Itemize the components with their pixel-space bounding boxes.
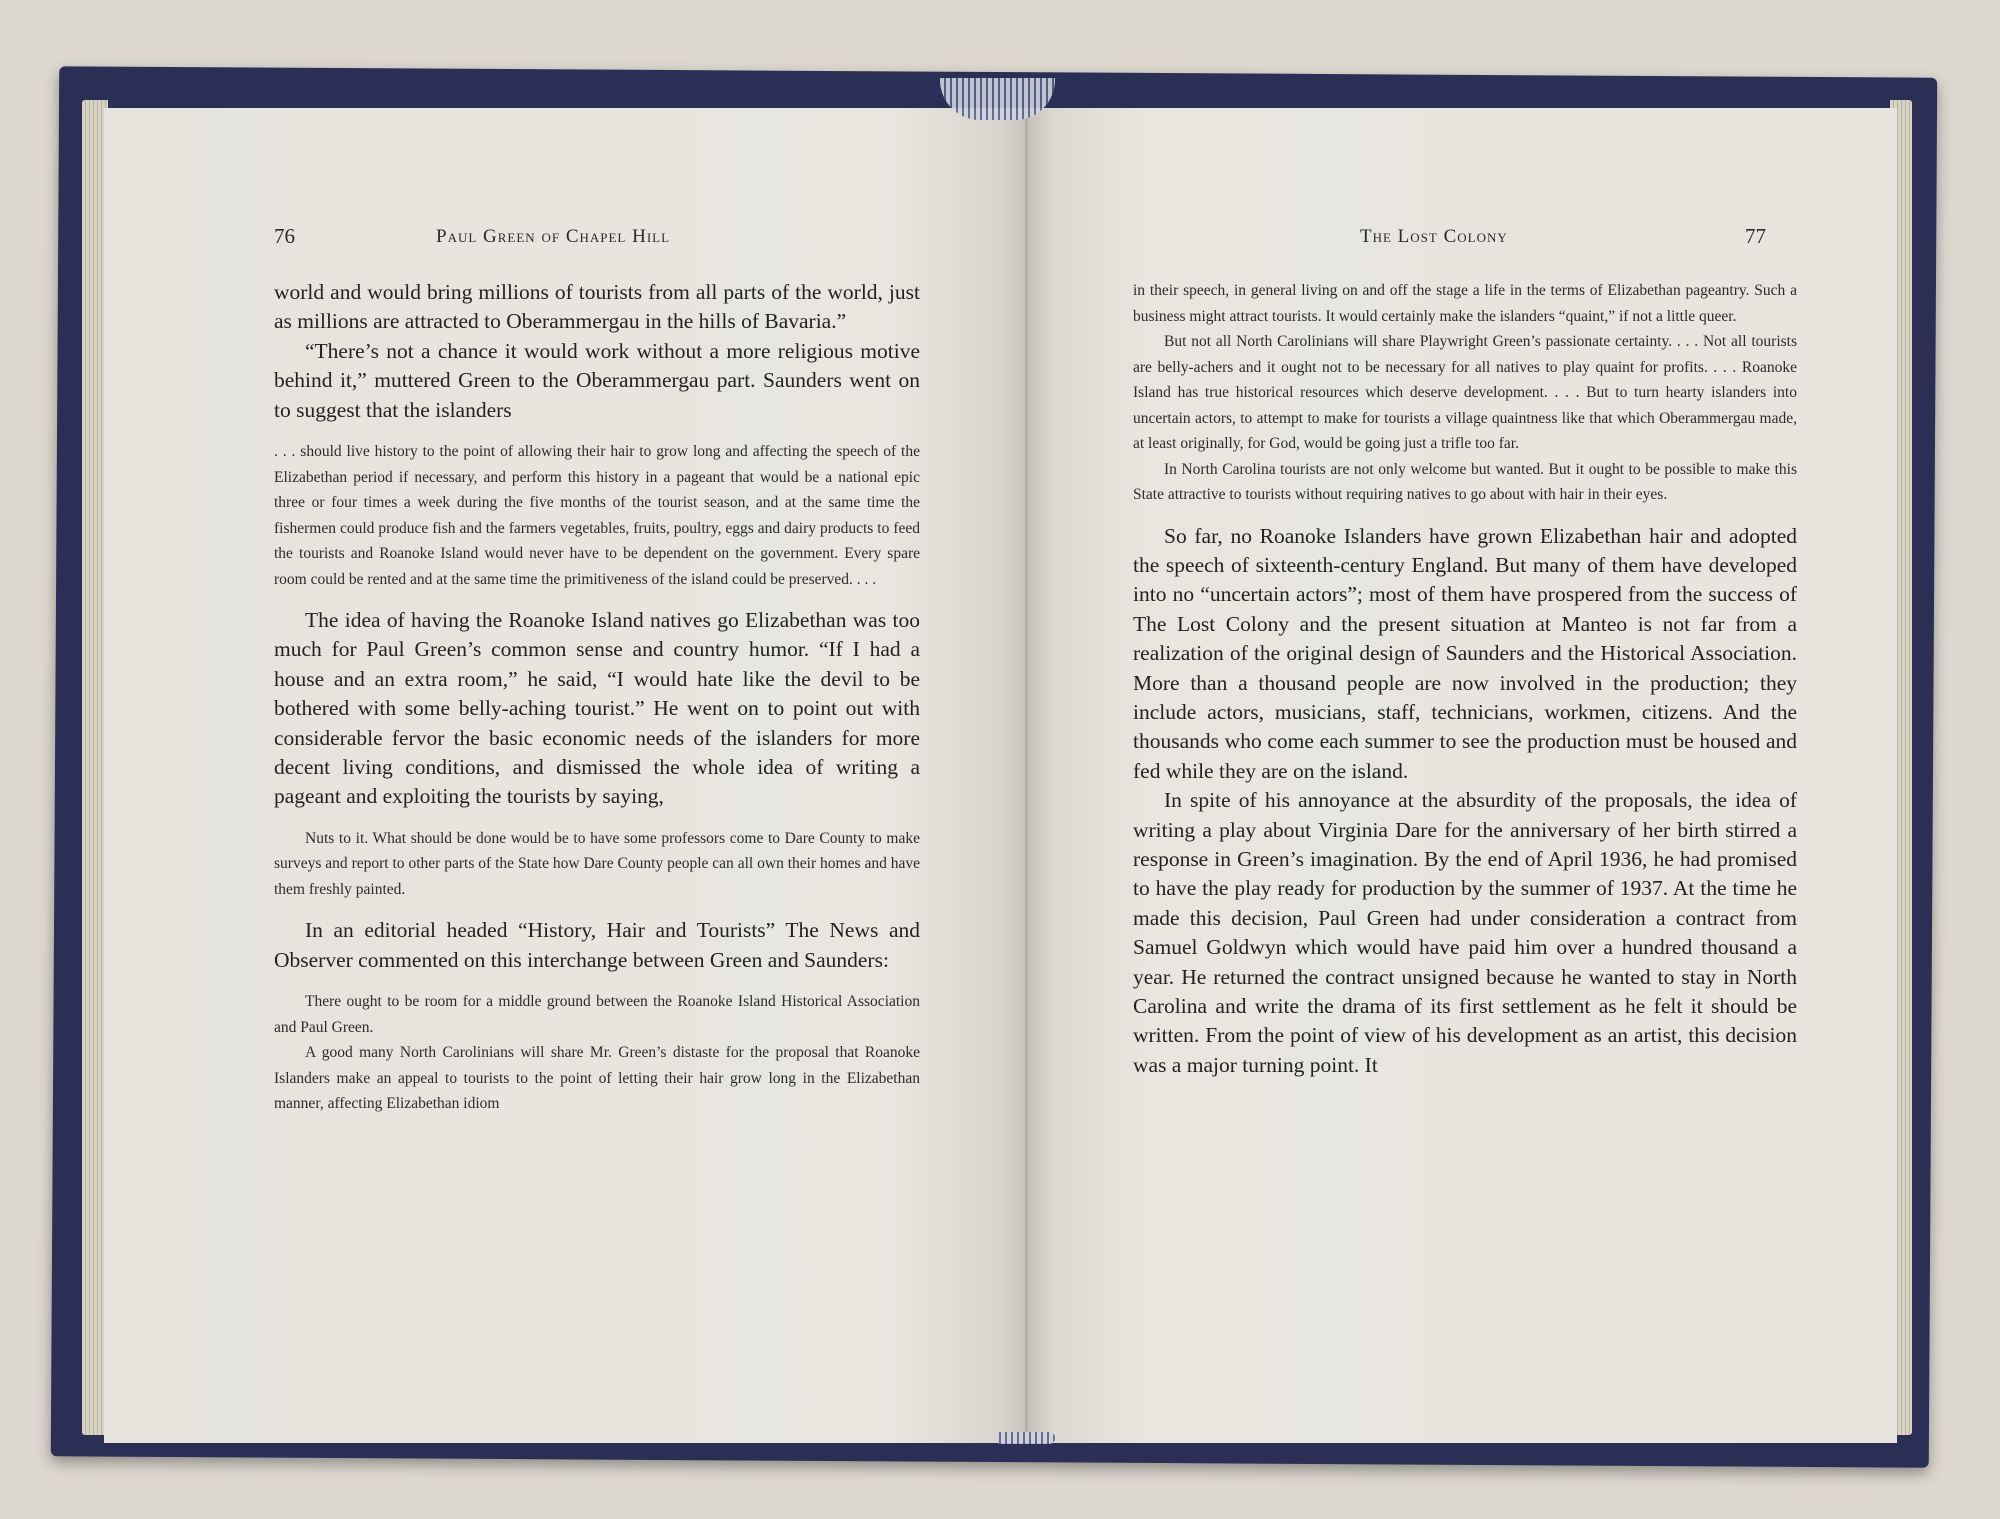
block-quote: in their speech, in general living on and off the stage a life in the terms of Elizabethan pageantry. Such a business might attract tourists. It would certainly make the islanders “quaint,” if not a little queer. (1133, 282, 1797, 325)
block-quote: There ought to be room for a middle ground between the Roanoke Island Historical Association and Paul Green. (274, 993, 920, 1036)
paragraph: In spite of his annoyance at the absurdity of the proposals, the idea of writing a play about Virginia Dare for the anniversary of her birth stirred a response in Green’s imagination. By the end of April 1936, he had promised to have the play ready for production by the summer of 1937. At the time he made this decision, Paul Green had under consideration a contract from Samuel Goldwyn which would have paid him over a hundred thousand a year. He returned the contract unsigned because he wanted to stay in North Carolina and write the drama of its first settlement as he felt it should be written. From the point of view of his development as an artist, this decision was a major turning point. It (1133, 788, 1797, 1077)
right-page (1027, 108, 1897, 1443)
right-page-number: 77 (1745, 224, 1766, 248)
right-running-head: The Lost Colony (1360, 226, 1508, 247)
binding-thread-bottom (995, 1432, 1055, 1444)
block-quote: . . . should live history to the point of allowing their hair to grow long and affecting the speech of the Elizabethan period if necessary, and perform this history in a pageant that would be a national epic three or four times a week during the five months of the tourist season, and at the same time the fishermen could produce fish and the farmers vegetables, fruits, poultry, eggs and dairy products to feed the tourists and Roanoke Island would never have to be dependent on the government. Every spare room could be rented and at the same time the primitiveness of the island could be preserved. . . . (274, 443, 920, 588)
block-quote: In North Carolina tourists are not only welcome but wanted. But it ought to be possible to make this State attractive to tourists without requiring natives to go about with hair in their eyes. (1133, 460, 1797, 503)
paragraph: So far, no Roanoke Islanders have grown Elizabethan hair and adopted the speech of sixteenth-century England. But many of them have developed into no “uncertain actors”; most of them have prospered from the success of The Lost Colony and the present situation at Manteo is not far from a realization of the original design of Saunders and the Historical Association. More than a thousand people are now involved in the production; they include actors, musicians, staff, technicians, workmen, citizens. And the thousands who come each summer to see the production must be housed and fed while they are on the island. (1133, 523, 1797, 783)
block-quote: But not all North Carolinians will share Playwright Green’s passionate certainty. . . . Not all tourists are belly-achers and it ought not to be necessary for all natives to play quaint for profits. . . . Roanoke Island has true historical resources which deserve development. . . . But to turn hearty islanders into uncertain actors, to attempt to make for tourists a village quaintness like that which Oberammergau made, at least originally, for God, would be going just a trifle too far. (1133, 333, 1797, 452)
block-quote: A good many North Carolinians will share Mr. Green’s distaste for the proposal that Roanoke Islanders make an appeal to tourists to the point of letting their hair grow long in the Elizabethan manner, affecting Elizabethan idiom (274, 1044, 920, 1113)
paragraph: The idea of having the Roanoke Island natives go Elizabethan was too much for Paul Green’s common sense and country humor. “If I had a house and an extra room,” he said, “I would hate like the devil to be bothered with some belly-aching tourist.” He went on to point out with considerable fervor the basic economic needs of the islanders for more decent living conditions, and dismissed the whole idea of writing a pageant and exploiting the tourists by saying, (274, 608, 920, 809)
paragraph: world and would bring millions of tourists from all parts of the world, just as millions are attracted to Oberammergau in the hills of Bavaria.” (274, 280, 920, 334)
paragraph: “There’s not a chance it would work without a more religious motive behind it,” muttered Green to the Oberammergau part. Saunders went on to suggest that the islanders (274, 338, 920, 422)
left-page (104, 108, 1027, 1443)
left-text-column (274, 278, 920, 1117)
right-text-column (1133, 278, 1797, 1080)
paragraph: In an editorial headed “History, Hair and Tourists” The News and Observer commented on this interchange between Green and Saunders: (274, 918, 920, 972)
book-gutter (1025, 108, 1028, 1443)
left-running-head: Paul Green of Chapel Hill (436, 226, 671, 247)
left-page-number: 76 (274, 224, 295, 248)
block-quote: Nuts to it. What should be done would be to have some professors come to Dare County to make surveys and report to other parts of the State how Dare County people can all own their homes and have them freshly painted. (274, 829, 920, 898)
